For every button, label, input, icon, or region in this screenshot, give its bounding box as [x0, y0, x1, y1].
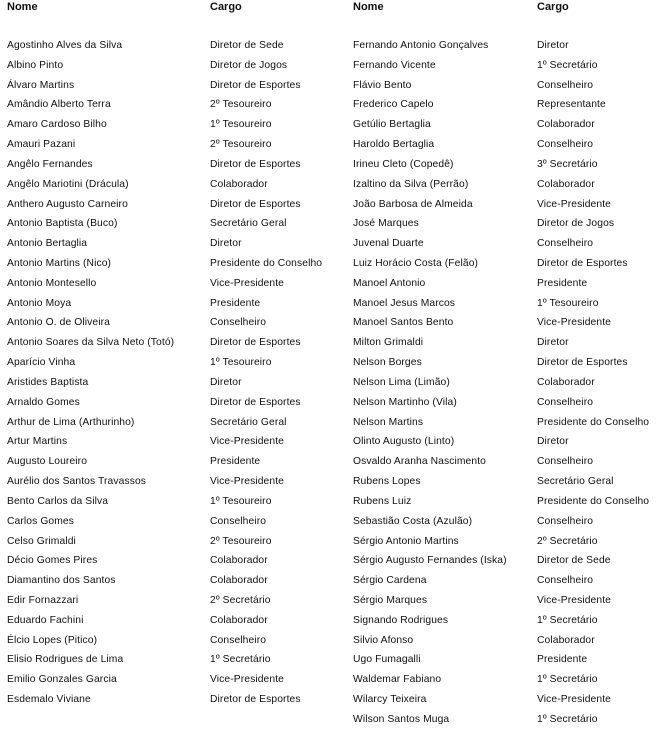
- row-cargo-left: Diretor: [210, 238, 242, 249]
- row-cargo-right: Diretor: [537, 40, 569, 51]
- row-cargo-left: Presidente: [210, 298, 261, 309]
- row-cargo-left: Diretor de Esportes: [210, 694, 301, 705]
- row-nome-right: Nelson Martins: [353, 417, 424, 428]
- row-nome-left: Antonio O. de Oliveira: [7, 317, 110, 328]
- row-cargo-left: 1º Tesoureiro: [210, 119, 272, 130]
- row-cargo-left: Diretor de Sede: [210, 40, 284, 51]
- row-cargo-right: Colaborador: [537, 635, 595, 646]
- row-nome-right: Haroldo Bertaglia: [353, 139, 435, 150]
- row-nome-right: Olinto Augusto (Linto): [353, 436, 455, 447]
- row-nome-left: Bento Carlos da Silva: [7, 496, 109, 507]
- row-cargo-right: Vice-Presidente: [537, 199, 612, 210]
- row-cargo-left: Colaborador: [210, 555, 268, 566]
- row-nome-right: Sérgio Antonio Martins: [353, 536, 459, 547]
- row-nome-right: Wilson Santos Muga: [353, 714, 450, 725]
- row-nome-left: Antonio Martins (Nico): [7, 258, 112, 269]
- row-nome-left: Carlos Gomes: [7, 516, 75, 527]
- row-nome-right: Milton Grimaldi: [353, 337, 424, 348]
- row-cargo-right: Colaborador: [537, 179, 595, 190]
- row-nome-left: Antonio Baptista (Buco): [7, 218, 118, 229]
- row-cargo-right: Diretor de Jogos: [537, 218, 615, 229]
- row-cargo-right: 1º Secretário: [537, 615, 598, 626]
- row-cargo-right: Diretor de Esportes: [537, 357, 628, 368]
- row-nome-right: Sebastião Costa (Azulão): [353, 516, 473, 527]
- row-nome-right: Frederico Capelo: [353, 99, 434, 110]
- row-nome-left: Albino Pinto: [7, 60, 64, 71]
- row-cargo-right: Presidente: [537, 278, 588, 289]
- row-nome-left: Amauri Pazani: [7, 139, 76, 150]
- header-nome-left: Nome: [7, 1, 38, 13]
- row-nome-right: Nelson Lima (Limão): [353, 377, 450, 388]
- row-nome-left: Antonio Moya: [7, 298, 72, 309]
- row-cargo-left: Diretor de Jogos: [210, 60, 288, 71]
- row-nome-left: Arnaldo Gomes: [7, 397, 80, 408]
- row-nome-right: Fernando Vicente: [353, 60, 436, 71]
- row-cargo-left: Diretor de Esportes: [210, 80, 301, 91]
- row-nome-right: Silvio Afonso: [353, 635, 414, 646]
- row-nome-right: João Barbosa de Almeida: [353, 199, 473, 210]
- row-cargo-right: Conselheiro: [537, 139, 594, 150]
- header-cargo-right: Cargo: [537, 1, 569, 13]
- row-nome-left: Celso Grimaldi: [7, 536, 76, 547]
- row-cargo-left: 2º Tesoureiro: [210, 139, 272, 150]
- row-cargo-left: 2º Tesoureiro: [210, 99, 272, 110]
- header-cargo-left: Cargo: [210, 1, 242, 13]
- row-nome-left: Aristides Baptista: [7, 377, 89, 388]
- row-cargo-right: 1º Tesoureiro: [537, 298, 599, 309]
- row-nome-right: Osvaldo Aranha Nascimento: [353, 456, 486, 467]
- row-cargo-left: Vice-Presidente: [210, 674, 285, 685]
- row-cargo-right: Conselheiro: [537, 238, 594, 249]
- row-nome-left: Artur Martins: [7, 436, 68, 447]
- row-nome-right: Signando Rodrigues: [353, 615, 449, 626]
- row-nome-right: Manoel Santos Bento: [353, 317, 454, 328]
- row-cargo-right: Diretor de Sede: [537, 555, 611, 566]
- row-nome-left: Emilio Gonzales Garcia: [7, 674, 117, 685]
- row-nome-right: Rubens Luiz: [353, 496, 412, 507]
- row-nome-left: Angêlo Mariotini (Drácula): [7, 179, 129, 190]
- row-nome-right: Sérgio Cardena: [353, 575, 427, 586]
- row-nome-left: Anthero Augusto Carneiro: [7, 199, 128, 210]
- row-cargo-left: 1º Tesoureiro: [210, 357, 272, 368]
- row-cargo-left: Diretor de Esportes: [210, 159, 301, 170]
- row-cargo-left: 1º Tesoureiro: [210, 496, 272, 507]
- row-cargo-right: Vice-Presidente: [537, 595, 612, 606]
- row-cargo-left: 2º Secretário: [210, 595, 271, 606]
- row-cargo-left: Vice-Presidente: [210, 436, 285, 447]
- row-nome-left: Amaro Cardoso Bilho: [7, 119, 107, 130]
- row-cargo-left: Presidente do Conselho: [210, 258, 323, 269]
- row-cargo-left: Presidente: [210, 456, 261, 467]
- row-cargo-right: Conselheiro: [537, 456, 594, 467]
- row-nome-left: Antonio Montesello: [7, 278, 97, 289]
- row-cargo-left: Conselheiro: [210, 317, 267, 328]
- header-nome-right: Nome: [353, 1, 384, 13]
- row-cargo-right: Conselheiro: [537, 397, 594, 408]
- row-cargo-right: 1º Secretário: [537, 674, 598, 685]
- row-cargo-left: Secretário Geral: [210, 218, 287, 229]
- row-nome-left: Antonio Soares da Silva Neto (Totó): [7, 337, 175, 348]
- row-nome-right: Nelson Borges: [353, 357, 422, 368]
- row-cargo-left: Diretor de Esportes: [210, 337, 301, 348]
- row-nome-left: Edir Fornazzari: [7, 595, 79, 606]
- row-nome-right: Rubens Lopes: [353, 476, 421, 487]
- row-cargo-right: Secretário Geral: [537, 476, 614, 487]
- row-cargo-right: Vice-Presidente: [537, 694, 612, 705]
- row-cargo-right: Presidente do Conselho: [537, 496, 650, 507]
- row-nome-right: Flávio Bento: [353, 80, 412, 91]
- row-nome-left: Élcio Lopes (Pitico): [7, 635, 98, 646]
- row-cargo-left: Secretário Geral: [210, 417, 287, 428]
- row-nome-right: Nelson Martinho (Vila): [353, 397, 457, 408]
- row-nome-left: Arthur de Lima (Arthurinho): [7, 417, 135, 428]
- row-cargo-left: 1º Secretário: [210, 654, 271, 665]
- row-cargo-right: 1º Secretário: [537, 714, 598, 725]
- row-cargo-left: Diretor de Esportes: [210, 397, 301, 408]
- row-nome-right: Getúlio Bertaglia: [353, 119, 431, 130]
- row-cargo-right: Conselheiro: [537, 575, 594, 586]
- row-cargo-left: Diretor de Esportes: [210, 199, 301, 210]
- row-cargo-right: 1º Secretário: [537, 60, 598, 71]
- row-cargo-right: Colaborador: [537, 119, 595, 130]
- row-cargo-right: Vice-Presidente: [537, 317, 612, 328]
- row-nome-right: Waldemar Fabiano: [353, 674, 442, 685]
- row-nome-right: Manoel Antonio: [353, 278, 426, 289]
- row-cargo-left: Conselheiro: [210, 635, 267, 646]
- row-nome-left: Augusto Loureiro: [7, 456, 88, 467]
- row-nome-left: Antonio Bertaglia: [7, 238, 88, 249]
- row-nome-left: Esdemalo Viviane: [7, 694, 91, 705]
- row-nome-right: Manoel Jesus Marcos: [353, 298, 456, 309]
- row-cargo-right: Conselheiro: [537, 516, 594, 527]
- row-cargo-right: Representante: [537, 99, 606, 110]
- row-cargo-right: 2º Secretário: [537, 536, 598, 547]
- row-nome-right: Juvenal Duarte: [353, 238, 424, 249]
- row-cargo-right: Diretor: [537, 436, 569, 447]
- row-nome-right: Sérgio Augusto Fernandes (Iska): [353, 555, 507, 566]
- row-cargo-left: Vice-Presidente: [210, 476, 285, 487]
- row-nome-left: Aparício Vinha: [7, 357, 76, 368]
- row-nome-left: Agostinho Alves da Silva: [7, 40, 123, 51]
- row-cargo-right: Colaborador: [537, 377, 595, 388]
- row-cargo-left: 2º Tesoureiro: [210, 536, 272, 547]
- row-nome-right: Irineu Cleto (Copedê): [353, 159, 454, 170]
- row-nome-right: Fernando Antonio Gonçalves: [353, 40, 489, 51]
- row-nome-right: José Marques: [353, 218, 419, 229]
- row-cargo-right: Presidente: [537, 654, 588, 665]
- row-nome-left: Amândio Alberto Terra: [7, 99, 111, 110]
- row-cargo-left: Conselheiro: [210, 516, 267, 527]
- row-nome-right: Izaltino da Silva (Perrão): [353, 179, 469, 190]
- row-cargo-left: Colaborador: [210, 179, 268, 190]
- row-nome-left: Elisio Rodrigues de Lima: [7, 654, 124, 665]
- row-cargo-left: Vice-Presidente: [210, 278, 285, 289]
- row-nome-left: Décio Gomes Pires: [7, 555, 98, 566]
- row-cargo-right: Diretor: [537, 337, 569, 348]
- row-nome-right: Wilarcy Teixeira: [353, 694, 427, 705]
- row-nome-right: Luiz Horácio Costa (Felão): [353, 258, 479, 269]
- row-cargo-right: Conselheiro: [537, 80, 594, 91]
- row-cargo-right: Diretor de Esportes: [537, 258, 628, 269]
- row-cargo-left: Diretor: [210, 377, 242, 388]
- row-nome-left: Diamantino dos Santos: [7, 575, 116, 586]
- row-cargo-left: Colaborador: [210, 575, 268, 586]
- row-nome-left: Álvaro Martins: [7, 80, 75, 91]
- row-nome-right: Ugo Fumagalli: [353, 654, 421, 665]
- row-cargo-left: Colaborador: [210, 615, 268, 626]
- row-cargo-right: 3º Secretário: [537, 159, 598, 170]
- row-nome-left: Eduardo Fachini: [7, 615, 84, 626]
- row-cargo-right: Presidente do Conselho: [537, 417, 650, 428]
- row-nome-right: Sérgio Marques: [353, 595, 428, 606]
- row-nome-left: Angêlo Fernandes: [7, 159, 93, 170]
- row-nome-left: Aurélio dos Santos Travassos: [7, 476, 147, 487]
